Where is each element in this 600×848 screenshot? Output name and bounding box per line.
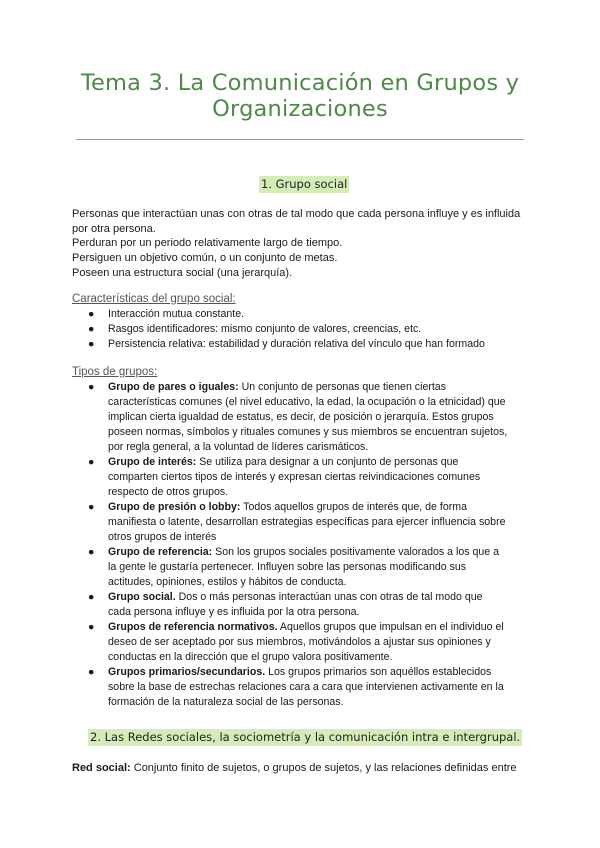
item-term: Grupo social. (108, 591, 176, 603)
bullet-icon: ● (88, 456, 95, 468)
types-list (72, 380, 532, 710)
intro-paragraph (72, 207, 532, 281)
bullet-icon: ● (88, 323, 95, 335)
bullet-icon: ● (88, 381, 95, 393)
list-item: ● Grupos de referencia normativos. Aquellos grupos que impulsan en el individuo el deseo de ser aceptado por sus miembros, motivándolos a ajustar sus opiniones y conductas en la dirección que el grupo valora positivamente. (88, 621, 504, 663)
bullet-icon: ● (88, 308, 95, 320)
item-term: Grupos de referencia normativos. (108, 621, 278, 633)
item-term: Grupo de referencia: (108, 546, 213, 558)
bullet-icon: ● (88, 546, 95, 558)
intro-line: Personas que interactúan unas con otras de tal modo que cada persona influye y es influida (72, 208, 521, 220)
section-2-heading: 2. Las Redes sociales, la sociometría y la comunicación intra e intergrupal. (90, 730, 521, 744)
list-item: ● Grupo social. Dos o más personas interactúan unas con otras de tal modo que cada persona influye y es influida por la otra persona. (88, 591, 483, 618)
document-title (0, 70, 600, 122)
intro-line: Poseen una estructura social (una jerarquía). (72, 266, 293, 279)
list-item: ● Rasgos identificadores: mismo conjunto de valores, creencias, etc. (88, 323, 422, 335)
characteristics-heading: Características del grupo social: (72, 293, 236, 305)
red-social-paragraph: Red social: Conjunto finito de sujetos, o grupos de sujetos, y las relaciones definidas entre (72, 762, 517, 774)
bullet-icon: ● (88, 501, 95, 513)
list-item: ● Interacción mutua constante. (88, 308, 245, 320)
item-term: Grupo de pares o iguales: (108, 381, 239, 393)
list-item: ● Persistencia relativa: estabilidad y duración relativa del vínculo que han formado (88, 338, 485, 350)
intro-line: Persiguen un objetivo común, o un conjunto de metas. (72, 252, 338, 265)
red-social-term: Red social: (72, 762, 131, 774)
title-divider (76, 139, 524, 140)
item-term: Grupo de presión o lobby: (108, 501, 241, 513)
title-line-1: Tema 3. La Comunicación en Grupos y (80, 70, 520, 96)
list-item: ● Grupo de referencia: Son los grupos sociales positivamente valorados a los que a la gente le gustaría pertenecer. Influyen sobre las personas modificando sus actitudes, opiniones, estilos y hábitos de conducta. (88, 546, 499, 588)
item-term: Grupo de interés: (108, 456, 197, 468)
title-line-2: Organizaciones (212, 96, 388, 122)
bullet-icon: ● (88, 338, 95, 350)
bullet-icon: ● (88, 666, 95, 678)
bullet-icon: ● (88, 591, 95, 603)
characteristics-list (72, 307, 532, 352)
intro-line: por otra persona. (72, 222, 156, 235)
section-1-heading: 1. Grupo social (261, 177, 348, 191)
list-item: ● Grupo de presión o lobby: Todos aquellos grupos de interés que, de forma manifiesta o latente, desarrollan estrategias específicas para ejercer influencia sobre otros grupos de interés (88, 501, 506, 543)
list-item: ● Grupo de interés: Se utiliza para designar a un conjunto de personas que comparten ciertos tipos de interés y expresan ciertas reivindicaciones comunes respecto de otros grupos. (88, 456, 481, 498)
list-item: ● Grupos primarios/secundarios. Los grupos primarios son aquéllos establecidos sobre la base de estrechas relaciones cara a cara que intervienen activamente en la formación de la naturaleza social de las personas. (88, 666, 504, 708)
types-heading: Tipos de grupos: (72, 366, 158, 378)
intro-line: Perduran por un periodo relativamente largo de tiempo. (72, 237, 343, 250)
item-term: Grupos primarios/secundarios. (108, 666, 266, 678)
bullet-icon: ● (88, 621, 95, 633)
list-item: ● Grupo de pares o iguales: Un conjunto de personas que tienen ciertas características comunes (el nivel educativo, la edad, la ocupación o la etnicidad) que implican cierta igualdad de estatus, es decir, de posición o jerarquía. Estos grupos poseen normas, símbolos y rituales comunes y sus miembros se encuentran sujetos, por regla general, a la voluntad de líderes carismáticos. (88, 381, 508, 453)
